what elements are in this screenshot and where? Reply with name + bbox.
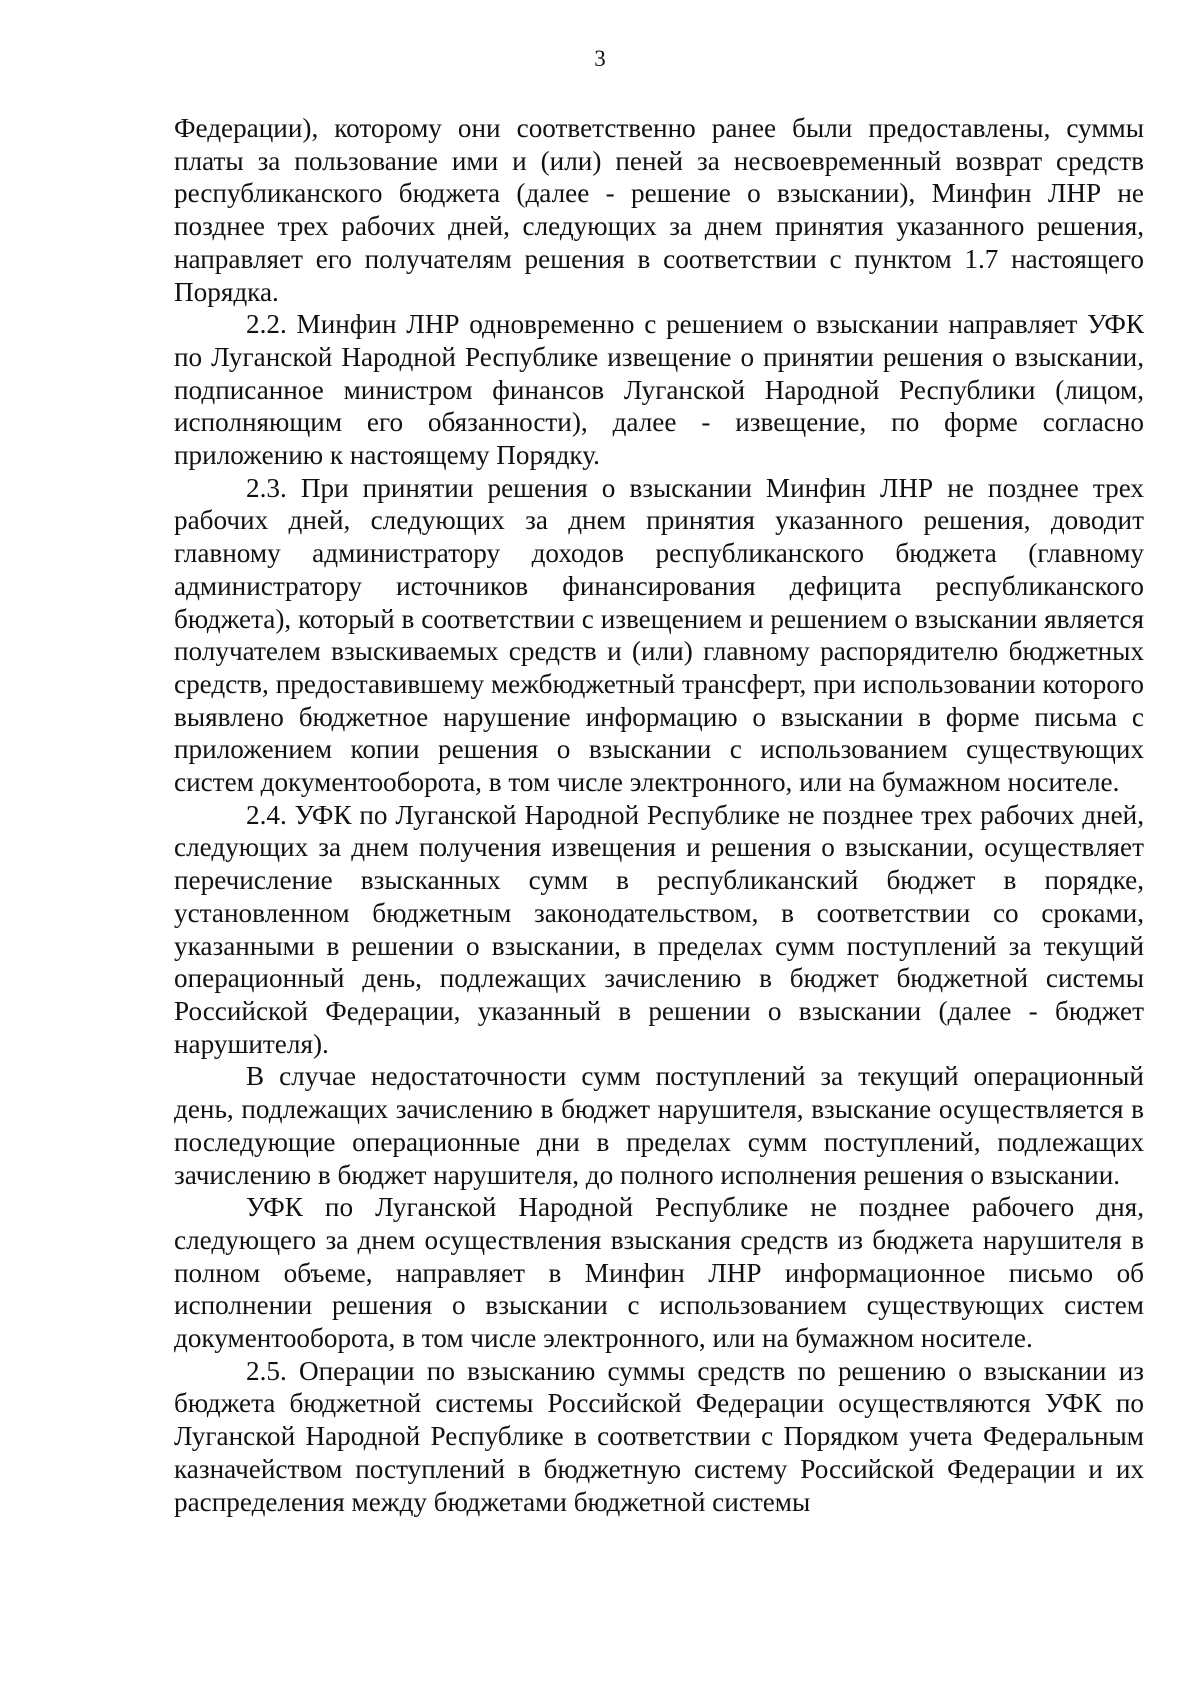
paragraph-continuation: Федерации), которому они соответственно ранее были предоставлены, суммы платы за пользование ими и (или) пеней за несвоевременный возврат средств республиканского бюджета (далее - решение о взыскании), Минфин ЛНР не позднее трех рабочих дней, следующих за днем принятия указанного решения, направляет его получателям решения в соответствии с пунктом 1.7 настоящего Порядка. <box>174 113 1144 307</box>
paragraph-2-4: 2.4. УФК по Луганской Народной Республике не позднее трех рабочих дней, следующих за днем получения извещения и решения о взыскании, осуществляет перечисление взысканных сумм в республиканский бюджет в порядке, установленном бюджетным законодательством, в соответствии со сроками, указанными в решении о взыскании, в пределах сумм поступлений за текущий операционный день, подлежащих зачислению в бюджет бюджетной системы Российской Федерации, указанный в решении о взыскании (далее - бюджет нарушителя). <box>174 799 1144 1059</box>
paragraph-insufficient-funds: В случае недостаточности сумм поступлений за текущий операционный день, подлежащих зачислению в бюджет нарушителя, взыскание осуществляется в последующие операционные дни в пределах сумм поступлений, подлежащих зачислению в бюджет нарушителя, до полного исполнения решения о взыскании. <box>174 1061 1144 1190</box>
page-number: 3 <box>594 46 606 71</box>
paragraph-2-2: 2.2. Минфин ЛНР одновременно с решением о взыскании направляет УФК по Луганской Народной Республике извещение о принятии решения о взыскании, подписанное министром финансов Луганской Народной Республики (лицом, исполняющим его обязанности), далее - извещение, по форме согласно приложению к настоящему Порядку. <box>174 309 1144 471</box>
paragraph-ufk-notification: УФК по Луганской Народной Республике не позднее рабочего дня, следующего за днем осуществления взыскания средств из бюджета нарушителя в полном объеме, направляет в Минфин ЛНР информационное письмо об исполнении решения о взыскании с использованием существующих систем документооборота, в том числе электронного, или на бумажном носителе. <box>174 1192 1144 1354</box>
paragraph-2-3: 2.3. При принятии решения о взыскании Минфин ЛНР не позднее трех рабочих дней, следующих за днем принятия указанного решения, доводит главному администратору доходов республиканского бюджета (главному администратору источников финансирования дефицита республиканского бюджета), который в соответствии с извещением и решением о взыскании является получателем взыскиваемых средств и (или) главному распорядителю бюджетных средств, предоставившему межбюджетный трансферт, при использовании которого выявлено бюджетное нарушение информацию о взыскании в форме письма с приложением копии решения о взыскании с использованием существующих систем документооборота, в том числе электронного, или на бумажном носителе. <box>174 472 1144 798</box>
paragraph-2-5: 2.5. Операции по взысканию суммы средств по решению о взыскании из бюджета бюджетной системы Российской Федерации осуществляются УФК по Луганской Народной Республике в соответствии с Порядком учета Федеральным казначейством поступлений в бюджетную систему Российской Федерации и их распределения между бюджетами бюджетной системы <box>174 1355 1144 1517</box>
document-body <box>174 112 1144 1518</box>
